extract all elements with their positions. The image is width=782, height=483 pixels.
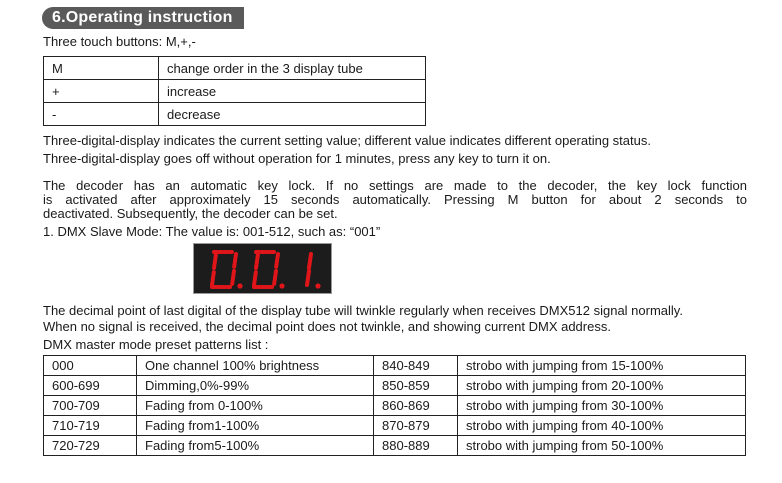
preset-value: 870-879	[374, 416, 458, 436]
preset-description: strobo with jumping from 15-100%	[458, 356, 746, 376]
preset-value: 850-859	[374, 376, 458, 396]
display-note-1: Three-digital-display indicates the current setting value; different value indicates different operating status.	[43, 133, 651, 148]
preset-description: Fading from 0-100%	[137, 396, 374, 416]
table-row	[44, 57, 426, 80]
table-row	[44, 416, 746, 436]
button-description: increase	[159, 80, 426, 103]
buttons-intro: Three touch buttons: M,+,-	[43, 34, 196, 49]
preset-value: 710-719	[44, 416, 137, 436]
presets-caption: DMX master mode preset patterns list :	[43, 337, 269, 352]
button-key: -	[44, 103, 159, 126]
keylock-paragraph	[43, 179, 747, 221]
keylock-line-1: The decoder has an automatic key lock. If no settings are made to the decoder, the key lock function	[43, 178, 747, 193]
preset-description: strobo with jumping from 40-100%	[458, 416, 746, 436]
keylock-line-3: deactivated. Subsequently, the decoder can be set.	[43, 206, 338, 221]
preset-value: 600-699	[44, 376, 137, 396]
preset-value: 840-849	[374, 356, 458, 376]
keylock-line-2: is activated after approximately 15 seconds automatically. Pressing M button for about 2 seconds to	[43, 192, 747, 207]
table-row	[44, 356, 746, 376]
table-row	[44, 436, 746, 456]
preset-value: 000	[44, 356, 137, 376]
table-row	[44, 396, 746, 416]
preset-description: strobo with jumping from 30-100%	[458, 396, 746, 416]
signal-note-1: The decimal point of last digital of the display tube will twinkle regularly when receives DMX512 signal normally.	[43, 303, 683, 318]
display-note-2: Three-digital-display goes off without operation for 1 minutes, press any key to turn it on.	[43, 151, 551, 166]
preset-description: strobo with jumping from 50-100%	[458, 436, 746, 456]
seven-segment-display	[193, 243, 332, 294]
preset-value: 720-729	[44, 436, 137, 456]
dmx-slave-mode-line: 1. DMX Slave Mode: The value is: 001-512, such as: “001”	[43, 224, 381, 239]
preset-description: Dimming,0%-99%	[137, 376, 374, 396]
preset-description: One channel 100% brightness	[137, 356, 374, 376]
signal-note-2: When no signal is received, the decimal point does not twinkle, and showing current DMX address.	[43, 319, 611, 334]
preset-value: 700-709	[44, 396, 137, 416]
button-description: decrease	[159, 103, 426, 126]
preset-value: 860-869	[374, 396, 458, 416]
preset-description: Fading from1-100%	[137, 416, 374, 436]
button-description: change order in the 3 display tube	[159, 57, 426, 80]
preset-value: 880-889	[374, 436, 458, 456]
table-row	[44, 376, 746, 396]
section-title-banner	[42, 7, 244, 29]
section-title: 6.Operating instruction	[52, 9, 233, 26]
button-key: M	[44, 57, 159, 80]
button-key: +	[44, 80, 159, 103]
table-row	[44, 103, 426, 126]
table-row	[44, 80, 426, 103]
preset-description: Fading from5-100%	[137, 436, 374, 456]
seven-segment-digits-icon	[194, 244, 331, 293]
presets-table	[43, 355, 746, 456]
buttons-table	[43, 56, 426, 126]
preset-description: strobo with jumping from 20-100%	[458, 376, 746, 396]
